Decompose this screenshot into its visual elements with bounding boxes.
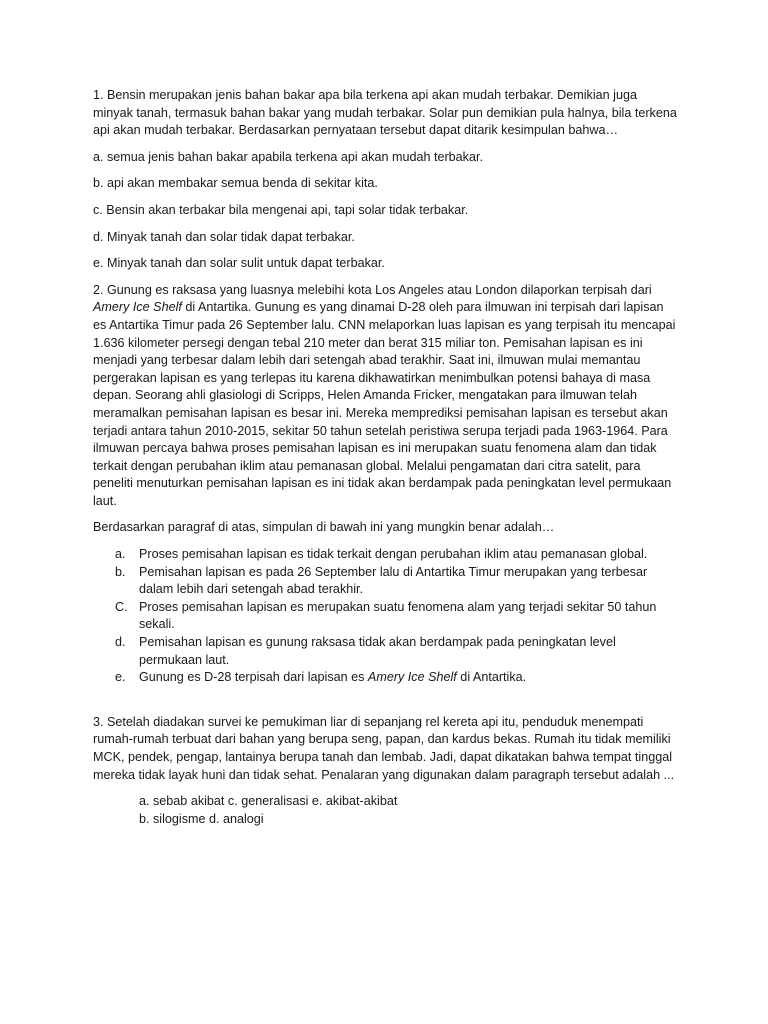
option-text-start: Gunung es D-28 terpisah dari lapisan es [139,670,368,685]
option-label: a. [115,547,126,562]
option-text-italic: Amery Ice Shelf [367,670,457,685]
question-2-option [93,564,678,599]
question-1-stem: 1. Bensin merupakan jenis bahan bakar apa bila terkena api akan mudah terbakar. Demikian juga minyak tanah, termasuk bahan bakar yang mudah terbakar. Solar pun demikian pula halnya, bila terkena api akan mudah terbakar. Berdasarkan pernyataan tersebut dapat ditarik kesimpulan bahwa… [93,88,677,138]
question-1-option-a: a. semua jenis bahan bakar apabila terkena api akan mudah terbakar. [93,149,483,164]
question-2-option [93,634,678,669]
option-text: Proses pemisahan lapisan es merupakan suatu fenomena alam yang terjadi sekitar 50 tahun sekali. [139,599,657,632]
option-text-end: di Antartika. [456,670,527,685]
question-3-options-line-2: b. silogisme d. analogi [139,811,264,826]
question-2-option [93,669,678,687]
question-2-passage-start: 2. Gunung es raksasa yang luasnya melebihi kota Los Angeles atau London dilaporkan terpisah dari [93,282,652,297]
question-2-option [93,546,678,564]
question-1-option-c: c. Bensin akan terbakar bila mengenai api, tapi solar tidak terbakar. [93,202,469,217]
question-2-passage-rest: di Antartika. Gunung es yang dinamai D-28 oleh para ilmuwan ini terpisah dari lapisan es Antartika Timur pada 26 September lalu. CNN melaporkan luas lapisan es yang terpisah itu mencapai 1.636 kilometer persegi dengan tebal 210 meter dan berat 315 miliar ton. Pemisahan lapisan es ini menjadi yang terbesar dalam lebih dari setengah abad terakhir. Saat ini, ilmuwan mulai memantau pergerakan lapisan es yang terlepas itu karena dikhawatirkan menimbulkan potensi bahaya di masa depan. Seorang ahli glasiologi di Scripps, Helen Amanda Fricker, mengatakan para ilmuwan telah meramalkan pemisahan lapisan es besar ini. Mereka memprediksi pemisahan lapisan es tersebut akan terjadi antara tahun 2010-2015, sekitar 50 tahun setelah peristiwa serupa terjadi pada 1963-1964. Para ilmuwan percaya bahwa proses pemisahan lapisan es ini merupakan suatu fenomena alam dan tidak terkait dengan perubahan iklim atau pemanasan global. Melalui pengamatan dari citra satelit, para peneliti menuturkan pemisahan lapisan es ini tidak akan berdampak pada peningkatan level permukaan laut. [93,300,676,508]
question-2-passage-italic: Amery Ice Shelf [93,300,182,315]
question-3-options-line-1: a. sebab akibat c. generalisasi e. akibat-akibat [139,794,398,809]
document-content [93,87,678,828]
question-1-option-e: e. Minyak tanah dan solar sulit untuk dapat terbakar. [93,256,385,271]
question-1-option-b: b. api akan membakar semua benda di sekitar kita. [93,176,378,191]
option-label: b. [115,564,126,579]
option-label: e. [115,670,126,685]
option-text: Pemisahan lapisan es pada 26 September lalu di Antartika Timur merupakan yang terbesar dalam lebih dari setengah abad terakhir. [139,564,648,597]
question-2-passage [93,282,678,511]
option-text: Proses pemisahan lapisan es tidak terkait dengan perubahan iklim atau pemanasan global. [139,547,648,562]
question-2-options [93,546,678,687]
option-text: Pemisahan lapisan es gunung raksasa tidak akan berdampak pada peningkatan level permukaan laut. [139,635,616,667]
question-2-option [93,599,678,634]
question-2-prompt: Berdasarkan paragraf di atas, simpulan di bawah ini yang mungkin benar adalah… [93,520,555,535]
option-label: C. [115,599,128,614]
question-3-stem: 3. Setelah diadakan survei ke pemukiman liar di sepanjang rel kereta api itu, penduduk menempati rumah-rumah terbuat dari bahan yang berupa seng, papan, dan kardus bekas. Rumah itu tidak memiliki MCK, pendek, pengap, lantainya berupa tanah dan lembab. Jadi, dapat dikatakan bahwa tempat tinggal mereka tidak layak huni dan tidak sehat. Penalaran yang digunakan dalam paragraph tersebut adalah ... [93,714,675,782]
question-1-option-d: d. Minyak tanah dan solar tidak dapat terbakar. [93,229,355,244]
option-label: d. [115,635,126,650]
